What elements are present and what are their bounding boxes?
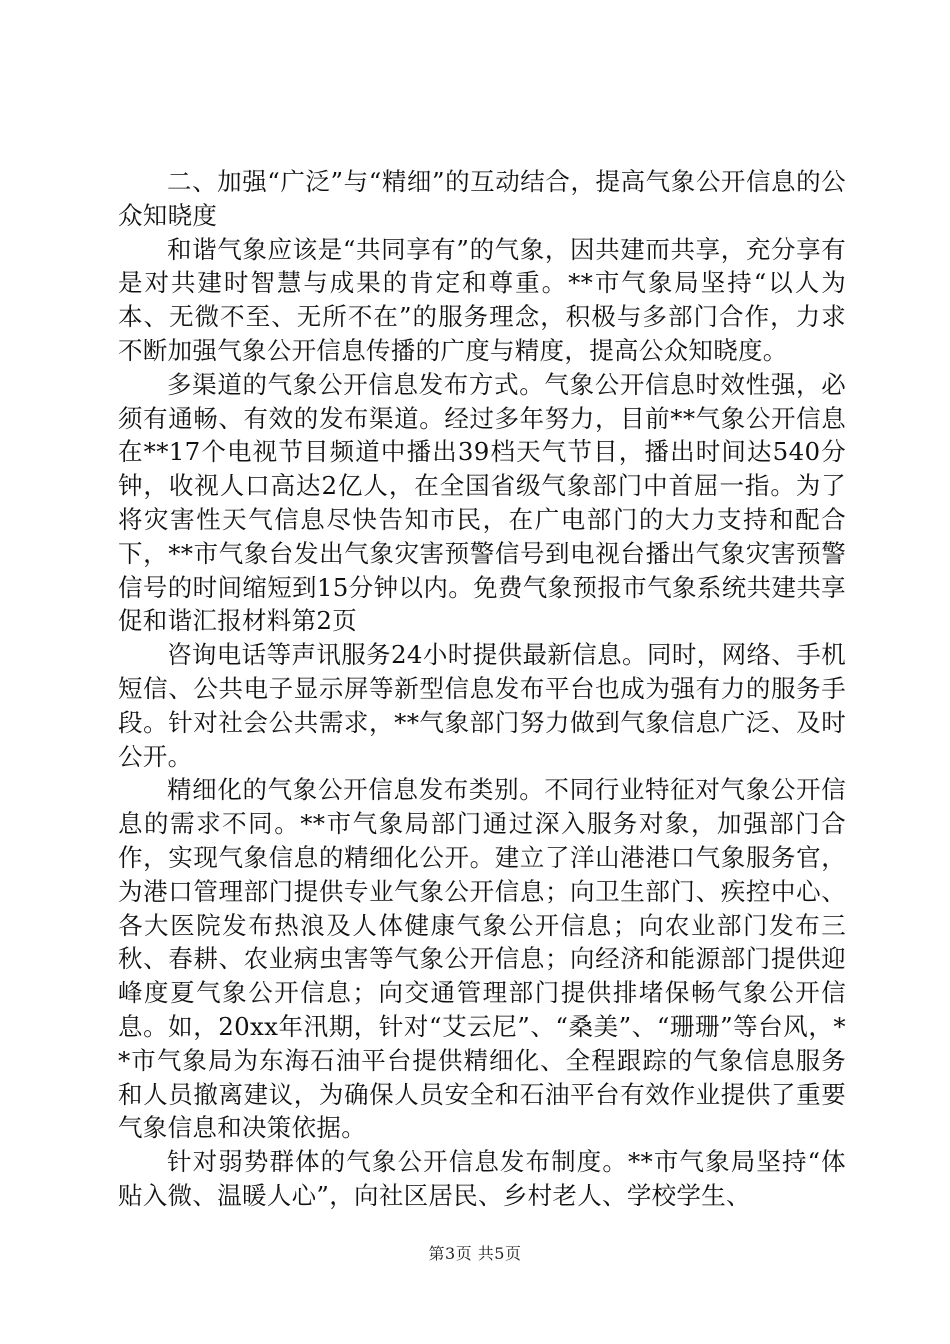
body-paragraph: 精细化的气象公开信息发布类别。不同行业特征对气象公开信息的需求不同。**市气象局部门通过深入服务对象，加强部门合作，实现气象信息的精细化公开。建立了洋山港港口气象服务官，为港口管理部门提供专业气象公开信息；向卫生部门、疾控中心、各大医院发布热浪及人体健康气象公开信息；向农业部门发布三秋、春耕、农业病虫害等气象公开信息；向经济和能源部门提供迎峰度夏气象公开信息；向交通管理部门提供排堵保畅气象公开信息。如，20xx年汛期，针对“艾云尼”、“桑美”、“珊珊”等台风，**市气象局为东海石油平台提供精细化、全程跟踪的气象信息服务和人员撤离建议，为确保人员安全和石油平台有效作业提供了重要气象信息和决策依据。 xyxy=(118,775,846,1143)
page-footer: 第3页 共5页 xyxy=(428,1244,522,1263)
body-paragraph: 和谐气象应该是“共同享有”的气象，因共建而共享，充分享有是对共建时智慧与成果的肯定和尊重。**市气象局坚持“以人为本、无微不至、无所不在”的服务理念，积极与多部门合作，力求不断加强气象公开信息传播的广度与精度，提高公众知晓度。 xyxy=(118,234,846,365)
document-body xyxy=(118,165,846,1213)
body-paragraph: 针对弱势群体的气象公开信息发布制度。**市气象局坚持“体贴入微、温暖人心”，向社区居民、乡村老人、学校学生、 xyxy=(118,1147,846,1210)
body-paragraph: 多渠道的气象公开信息发布方式。气象公开信息时效性强，必须有通畅、有效的发布渠道。经过多年努力，目前**气象公开信息在**17个电视节目频道中播出39档天气节目，播出时间达540分钟，收视人口高达2亿人，在全国省级气象部门中首屈一指。为了将灾害性天气信息尽快告知市民，在广电部门的大力支持和配合下，**市气象台发出气象灾害预警信号到电视台播出气象灾害预警信号的时间缩短到15分钟以内。免费气象预报市气象系统共建共享促和谐汇报材料第2页 xyxy=(118,369,846,636)
body-paragraph: 咨询电话等声讯服务24小时提供最新信息。同时，网络、手机短信、公共电子显示屏等新型信息发布平台也成为强有力的服务手段。针对社会公共需求，**气象部门努力做到气象信息广泛、及时公开。 xyxy=(118,640,846,771)
section-heading-paragraph: 二、加强“广泛”与“精细”的互动结合，提高气象公开信息的公众知晓度 xyxy=(118,167,846,230)
